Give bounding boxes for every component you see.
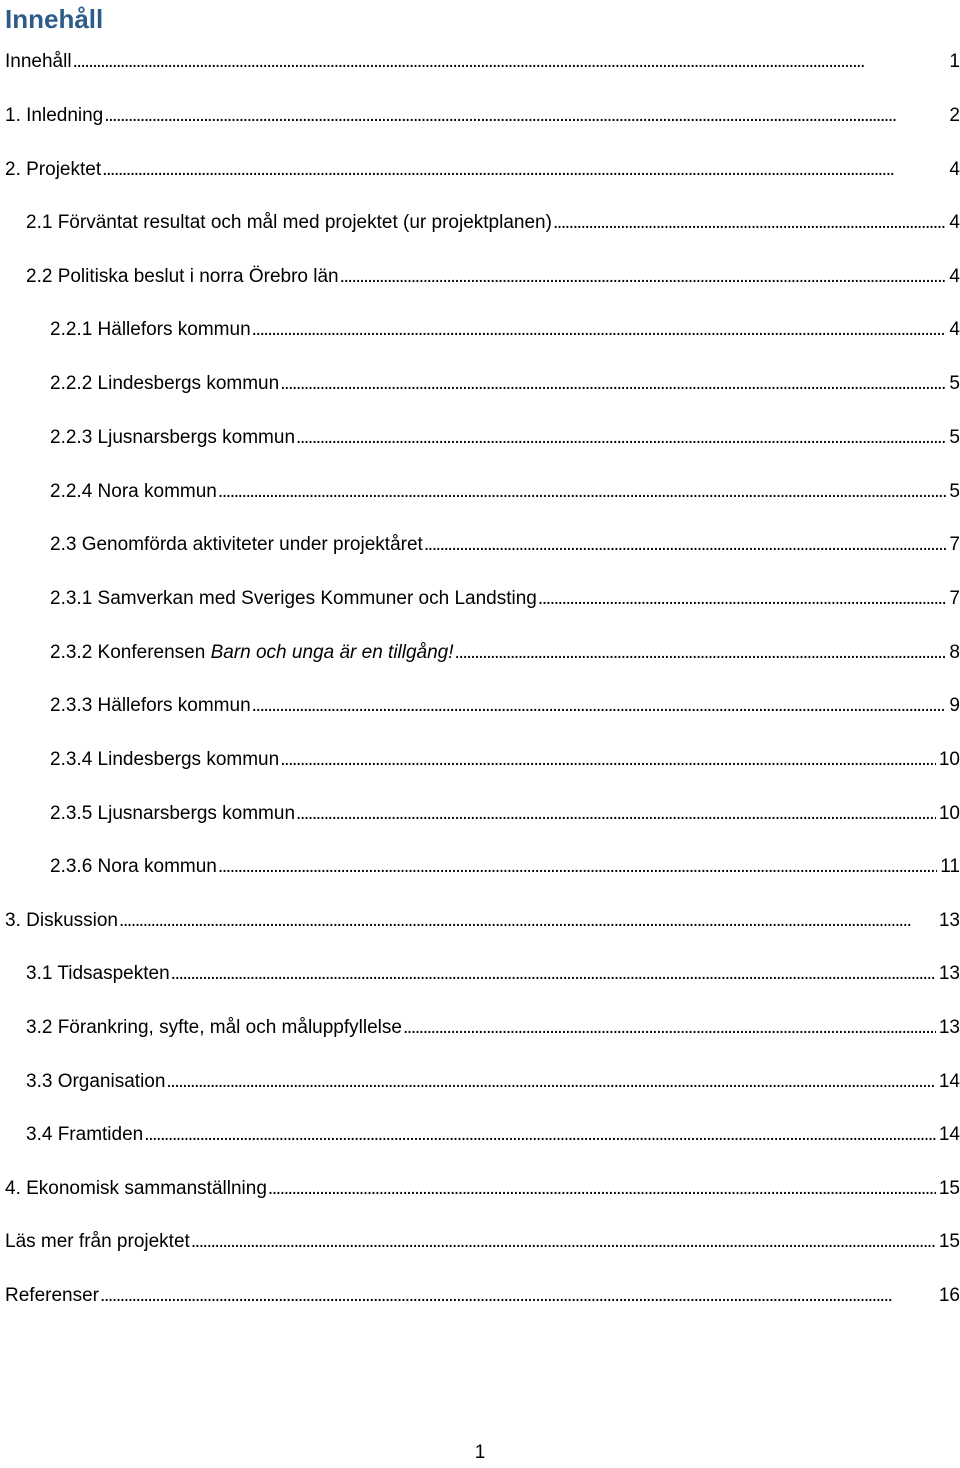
toc-entry-page: 14 xyxy=(938,1124,960,1145)
toc-entry-projektet[interactable] xyxy=(5,155,960,185)
toc-entry-page: 13 xyxy=(938,910,960,931)
dot-leader xyxy=(296,423,946,453)
dot-leader xyxy=(191,1227,936,1257)
dot-leader xyxy=(455,638,947,668)
dot-leader xyxy=(218,852,937,882)
toc-entry-page: 1 xyxy=(949,51,960,72)
toc-entry-las-mer[interactable] xyxy=(5,1227,960,1257)
toc-entry-2-2[interactable] xyxy=(26,262,960,292)
dot-leader xyxy=(296,799,936,829)
toc-entry-page: 10 xyxy=(938,749,960,770)
dot-leader xyxy=(218,477,947,507)
toc-entry-page: 14 xyxy=(938,1071,960,1092)
toc-entry-text: 2.3.4 Lindesbergs kommun xyxy=(50,749,280,770)
toc-entry-text: 3.4 Framtiden xyxy=(26,1124,144,1145)
toc-entry-3-2[interactable] xyxy=(26,1013,960,1043)
toc-entry-inledning[interactable] xyxy=(5,101,960,131)
toc-entry-text: 2. Projektet xyxy=(5,159,102,180)
dot-leader xyxy=(166,1067,935,1097)
toc-entry-2-1[interactable] xyxy=(26,208,960,238)
toc-entry-text: 2.1 Förväntat resultat och mål med projektet (ur projektplanen) xyxy=(26,212,552,233)
dot-leader xyxy=(73,47,947,77)
toc-entry-3-1[interactable] xyxy=(26,959,960,989)
toc-entry-referenser[interactable] xyxy=(5,1281,960,1311)
toc-entry-text: 3.3 Organisation xyxy=(26,1071,166,1092)
dot-leader xyxy=(538,584,947,614)
toc-entry-text xyxy=(50,638,454,668)
dot-leader xyxy=(268,1174,936,1204)
toc-entry-page: 9 xyxy=(949,695,960,716)
toc-entry-text: 3.1 Tidsaspekten xyxy=(26,963,170,984)
toc-entry-3-3[interactable] xyxy=(26,1067,960,1097)
dot-leader xyxy=(553,208,946,238)
toc-entry-text: 2.3.3 Hällefors kommun xyxy=(50,695,251,716)
toc-entry-page: 4 xyxy=(949,319,960,340)
toc-entry-text: 2.2.4 Nora kommun xyxy=(50,481,217,502)
dot-leader xyxy=(280,745,936,775)
toc-entry-text: 1. Inledning xyxy=(5,105,104,126)
dot-leader xyxy=(252,315,947,345)
dot-leader xyxy=(102,155,946,185)
toc-entry-2-3-2[interactable] xyxy=(50,638,960,668)
dot-leader xyxy=(104,101,946,131)
dot-leader xyxy=(403,1013,936,1043)
toc-entry-page: 8 xyxy=(949,642,960,663)
toc-entry-page: 15 xyxy=(938,1178,960,1199)
toc-entry-text: 2.3.5 Ljusnarsbergs kommun xyxy=(50,803,296,824)
toc-entry-2-2-4[interactable] xyxy=(50,477,960,507)
dot-leader xyxy=(144,1120,936,1150)
toc-entry-page: 5 xyxy=(949,481,960,502)
toc-entry-page: 4 xyxy=(949,159,960,180)
dot-leader xyxy=(424,530,947,560)
toc-entry-2-3-1[interactable] xyxy=(50,584,960,614)
dot-leader xyxy=(252,691,947,721)
toc-entry-text: Referenser xyxy=(5,1285,99,1306)
toc-entry-text: 2.2.2 Lindesbergs kommun xyxy=(50,373,280,394)
toc-entry-3-4[interactable] xyxy=(26,1120,960,1150)
toc-entry-text: 2.2.1 Hällefors kommun xyxy=(50,319,251,340)
toc-entry-page: 13 xyxy=(938,963,960,984)
toc-entry-text: Innehåll xyxy=(5,51,72,72)
toc-heading: Innehåll xyxy=(5,4,104,34)
toc-entry-page: 7 xyxy=(949,534,960,555)
page-number: 1 xyxy=(474,1442,486,1463)
toc-entry-diskussion[interactable] xyxy=(5,906,960,936)
dot-leader xyxy=(280,369,946,399)
toc-entry-page: 4 xyxy=(949,212,960,233)
toc-entry-text: 2.2.3 Ljusnarsbergs kommun xyxy=(50,427,296,448)
toc-entry-2-3-5[interactable] xyxy=(50,799,960,829)
toc-entry-page: 2 xyxy=(949,105,960,126)
toc-entry-page: 15 xyxy=(938,1231,960,1252)
toc-entry-text: 2.3.6 Nora kommun xyxy=(50,856,217,877)
toc-entry-2-2-1[interactable] xyxy=(50,315,960,345)
toc-entry-text: 3. Diskussion xyxy=(5,910,118,931)
toc-entry-page: 5 xyxy=(949,373,960,394)
toc-entry-2-2-2[interactable] xyxy=(50,369,960,399)
toc-entry-text: 4. Ekonomisk sammanställning xyxy=(5,1178,267,1199)
toc-entry-text: Läs mer från projektet xyxy=(5,1231,190,1252)
toc-entry-page: 13 xyxy=(938,1017,960,1038)
toc-entry-text: 3.2 Förankring, syfte, mål och måluppfyllelse xyxy=(26,1017,402,1038)
toc-entry-text: 2.3 Genomförda aktiviteter under projektåret xyxy=(50,534,423,555)
toc-entry-page: 16 xyxy=(938,1285,960,1306)
toc-entry-text: 2.3.1 Samverkan med Sveriges Kommuner och Landsting xyxy=(50,588,537,609)
dot-leader xyxy=(100,1281,936,1311)
dot-leader xyxy=(340,262,947,292)
toc-entry-2-3-6[interactable] xyxy=(50,852,960,882)
toc-entry-ekonomisk-sammanstallning[interactable] xyxy=(5,1174,960,1204)
toc-entry-innehall[interactable] xyxy=(5,47,960,77)
toc-entry-2-3-4[interactable] xyxy=(50,745,960,775)
dot-leader xyxy=(171,959,936,989)
toc-entry-text: 2.2 Politiska beslut i norra Örebro län xyxy=(26,266,339,287)
toc-entry-text-prefix: 2.3.2 Konferensen xyxy=(50,642,211,663)
toc-entry-2-3[interactable] xyxy=(50,530,960,560)
toc-entry-page: 5 xyxy=(949,427,960,448)
toc-entry-2-2-3[interactable] xyxy=(50,423,960,453)
toc-entry-page: 4 xyxy=(949,266,960,287)
toc-entry-page: 7 xyxy=(949,588,960,609)
toc-entry-2-3-3[interactable] xyxy=(50,691,960,721)
toc-entry-text-italic: Barn och unga är en tillgång! xyxy=(210,642,454,663)
toc-entry-page: 10 xyxy=(938,803,960,824)
dot-leader xyxy=(119,906,936,936)
toc-entry-page: 11 xyxy=(940,856,960,877)
